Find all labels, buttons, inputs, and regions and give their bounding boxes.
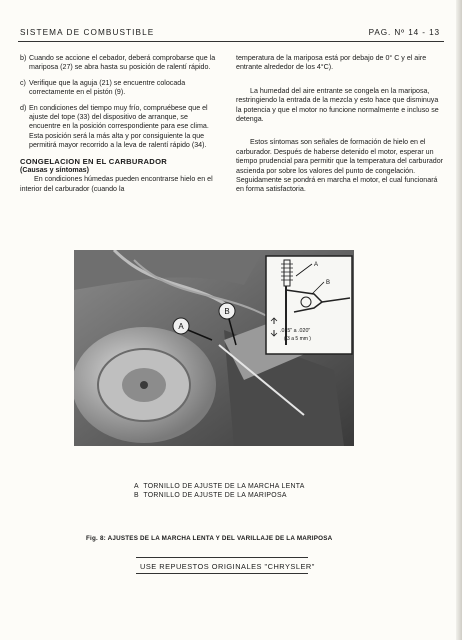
carburetor-photo bbox=[74, 250, 354, 446]
page-edge-shadow bbox=[456, 0, 462, 640]
footer-rule-bottom bbox=[136, 573, 308, 574]
section-paragraph: En condiciones húmedas pueden encontrarse hielo en el interior del carburador (cuando la bbox=[20, 175, 213, 193]
footer-text: USE REPUESTOS ORIGINALES "CHRYSLER" bbox=[140, 562, 315, 571]
right-column bbox=[236, 54, 444, 201]
list-item-text: Cuando se accione el cebador, deberá comprobarse que la mariposa (27) se abra hasta su posición de ralentí rápido. bbox=[29, 54, 216, 72]
callout-a-label: A bbox=[178, 322, 184, 331]
callout-b-label: B bbox=[224, 307, 230, 316]
list-item-d bbox=[20, 104, 220, 151]
legend-item-b bbox=[134, 491, 305, 500]
list-item-text: Verifique que la aguja (21) se encuentre colocada correctamente en el pistón (9). bbox=[29, 78, 186, 97]
section-heading: CONGELACION EN EL CARBURADOR bbox=[20, 156, 168, 166]
list-item-label: b) bbox=[20, 54, 27, 62]
inset-b-label: B bbox=[326, 280, 331, 286]
list-item-b bbox=[20, 54, 220, 73]
paragraph: Estos síntomas son señales de formación de hielo en el carburador. Después de haberse detenido el motor, esperar un tiempo prudencial para permitir que la temperatura del carburador ascienda por sobre los valores del punto de congelación. Seguidamente se pondrá en marcha el motor, el cual funcionará en forma satisfactoria. bbox=[236, 138, 444, 194]
footer-rule-top bbox=[136, 557, 308, 558]
list-item-c bbox=[20, 79, 220, 98]
figure-caption: Fig. 8: AJUSTES DE LA MARCHA LENTA Y DEL VARILLAJE DE LA MARIPOSA bbox=[86, 535, 333, 542]
inset-measure-text: .015" a .020" bbox=[280, 328, 311, 334]
paragraph: La humedad del aire entrante se congela en la mariposa, restringiendo la entrada de la mezcla y esto hace que disminuya la potencia y que el motor no funcione normalmente e incluso se detenga. bbox=[236, 86, 439, 124]
inset-a-label: A bbox=[314, 262, 319, 268]
left-column bbox=[20, 54, 220, 200]
list-item-text: En condiciones del tiempo muy frío, compruébese que el ajuste del tope (33) del dispositivo de arranque, se encuentre en la posición correspondiente para ese clima. Esta posición será la más alta y por consiguiente la que permitirá mayor recorrido a la leva de ralentí rápido (34). bbox=[29, 103, 209, 150]
header-rule bbox=[18, 41, 444, 42]
carburetor-photo-illustration bbox=[74, 250, 354, 446]
figure-legend bbox=[134, 482, 305, 500]
legend-text: TORNILLO DE AJUSTE DE LA MARIPOSA bbox=[143, 492, 287, 499]
header-section-title: SISTEMA DE COMBUSTIBLE bbox=[20, 28, 155, 37]
legend-key: A bbox=[134, 483, 139, 490]
section-subheading: (Causas y síntomas) bbox=[20, 166, 89, 175]
legend-item-a bbox=[134, 482, 305, 491]
paragraph: temperatura de la mariposa está por debajo de 0° C y el aire entrante alrededor de los 4°C). bbox=[236, 54, 427, 72]
list-item-label: d) bbox=[20, 103, 27, 112]
header-page-number: PAG. Nº 14 - 13 bbox=[368, 28, 440, 37]
inset-measure-mm-text: ( 3 a 5 mm ) bbox=[284, 336, 311, 342]
legend-key: B bbox=[134, 492, 139, 499]
list-item-label: c) bbox=[20, 78, 26, 87]
legend-text: TORNILLO DE AJUSTE DE LA MARCHA LENTA bbox=[143, 483, 305, 490]
